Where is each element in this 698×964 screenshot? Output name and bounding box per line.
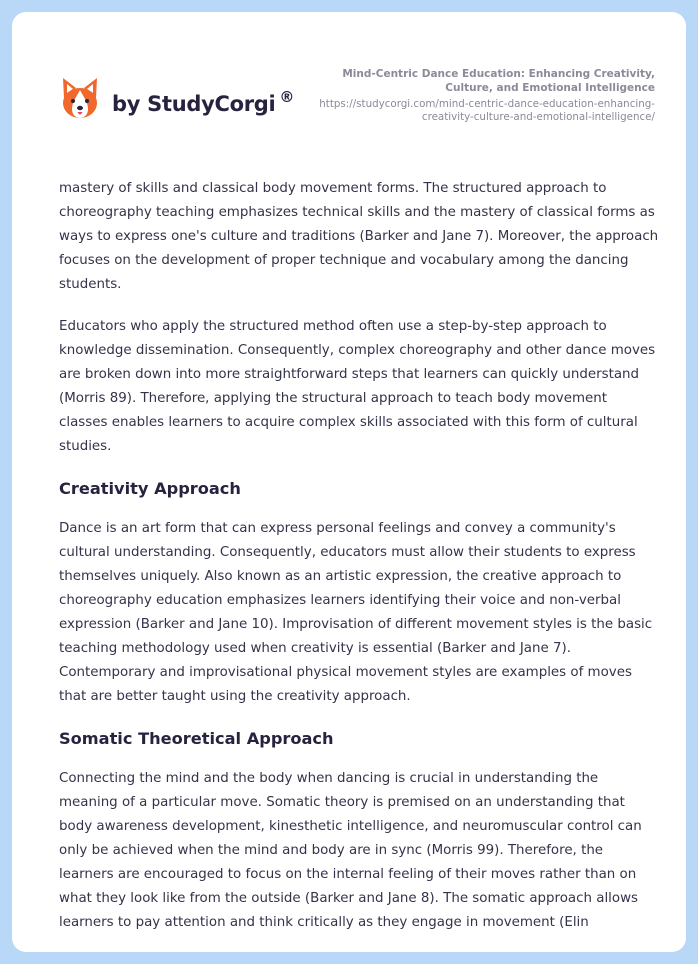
paragraph-structured-method: Educators who apply the structured method often use a step-by-step approach to knowledge dissemination. Consequently, complex choreography and other dance moves are broken down into more straightforward steps that learners can quickly understand (Morris 89). Therefore, applying the structural approach to teach body movement classes enables learners to acquire complex skills associated with this form of cultural studies. (59, 319, 656, 454)
paragraph-somatic: Connecting the mind and the body when dancing is crucial in understanding the meaning of a particular move. Somatic theory is premised on an understanding that body awareness development, kinesthetic intelligence, and neuromuscular control can only be achieved when the mind and body are in sync (Morris 99). Therefore, the learners are encouraged to focus on the internal feeling of their moves rather than on what they look like from the outside (Barker and Jane 8). The somatic approach allows learners to pay attention and think critically as they engage in movement (Elin (59, 771, 642, 930)
registered-mark: ® (279, 88, 295, 106)
document-url[interactable]: https://studycorgi.com/mind-centric-dance-education-enhancing-creativity-culture-and-emotional-intelligence/ (319, 98, 655, 123)
document-title: Mind-Centric Dance Education: Enhancing Creativity, Culture, and Emotional Intelligence (342, 68, 655, 94)
heading-creativity-approach: Creativity Approach (59, 479, 241, 498)
paragraph-creativity: Dance is an art form that can express personal feelings and convey a community's cultural understanding. Consequently, educators must allow their students to express themselves uniquely. Also known as an artistic expression, the creative approach to choreography education emphasizes learners identifying their voice and non-verbal expression (Barker and Jane 10). Improvisation of different movement styles is the basic teaching methodology used when creativity is essential (Barker and Jane 7). Contemporary and improvisational physical movement styles are examples of moves that are better taught using the creativity approach. (59, 521, 653, 704)
document-meta (305, 67, 655, 124)
corgi-icon (60, 76, 100, 120)
heading-somatic-approach: Somatic Theoretical Approach (59, 729, 334, 748)
document-body (59, 177, 659, 952)
document-page (12, 12, 686, 952)
brand-name: by StudyCorgi ® (112, 88, 295, 116)
document-header (12, 12, 686, 152)
studycorgi-logo[interactable] (60, 76, 294, 120)
paragraph-structured-mastery: mastery of skills and classical body movement forms. The structured approach to choreography teaching emphasizes technical skills and the mastery of classical forms as ways to express one's culture and traditions (Barker and Jane 7). Moreover, the approach focuses on the development of proper technique and vocabulary among the dancing students. (59, 181, 659, 292)
